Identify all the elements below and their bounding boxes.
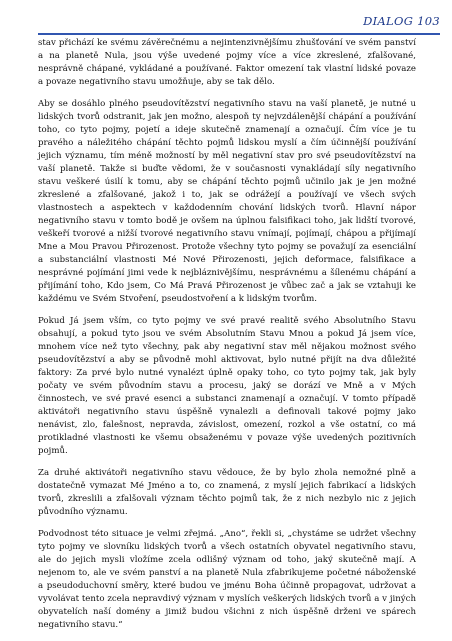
body-text (38, 37, 416, 641)
paragraph: Aby se dosáhlo plného pseudovítězství negativního stavu na vaší planetě, je nutné u lidských tvorů odstranit, jak jen možno, alespoň ty nejvzdálenější chápání a používání toho, co tyto pojmy, pojetí a ideje skutečně znamenají a označují. Čím více je tu pravého a náležitého chápání těchto pojmů lidskou myslí a čím účinnější používání jejich významu, tím méně možností by měl negativní stav pro své pseudovítězství na vaší planetě. Takže si buďte vědomi, že v současnosti vynakládají síly negativního stavu veškeré úsilí k tomu, aby se chápání těchto pojmů učinilo jak je jen možné zkreslené a zfalšované, jakož i to, jak se odrážejí a používají ve všech svých vlastnostech a aspektech v každodenním chování lidských tvorů. Hlavní nápor negativního stavu v tomto bodě je ovšem na úplnou falsifikaci toho, jak lidští tvorové, veškeří tvorové a nižší tvorové negativního stavu vnímají, pojímají, chápou a přijímají Mne a Mou Pravou Přirozenost. Protože všechny tyto pojmy se považují za esenciální a substanciální vlastnosti Mé Nové Přirozenosti, jejich deformace, falsifikace a nesprávné pojímání jimi vede k nejbláznivějšímu, nesprávnému a šílenému chápání a přijímání toho, Kdo jsem, Co Má Pravá Přirozenost je vůbec zač a jak se vztahuji ke každému ve Svém Stvoření, pseudostvoření a k lidským tvorům. (38, 99, 416, 304)
paragraph: Podvodnost této situace je velmi zřejmá. „Ano“, řekli si, „chystáme se udržet všechny tyto pojmy ve slovníku lidských tvorů a všech ostatních obyvatel negativního stavu, ale do jejich mysli vložíme zcela odlišný význam od toho, jaký skutečně mají. A nejenom to, ale ve svém panství a na planetě Nula zfabrikujeme početné náboženské a pseudoduchovní směry, které budou ve jménu Boha účinně propagovat, udržovat a vyvolávat tento zcela nepravdivý význam v myslích veškerých lidských tvorů a v jiných obyvatelích naší domény a jimiž budou všichni z nich úspěšně drženi ve spárech negativního stavu.“ (38, 529, 416, 630)
paragraph: Za druhé aktivátoři negativního stavu vědouce, že by bylo zhola nemožné plně a dostatečně vymazat Mé Jméno a to, co znamená, z myslí jejich fabrikací a lidských tvorů, zkreslili a zfalšovali význam těchto pojmů tak, že z nich nezbylo nic z jejich původního významu. (38, 468, 416, 517)
paragraph: stav přichází ke svému závěrečnému a nejintenzivnějšímu zhušťování ve svém panství a na planetě Nula, jsou výše uvedené pojmy více a více zkreslené, zfalšované, nesprávně chápané, vykládané a používané. Faktor omezení tak vlastní lidské povaze a povaze negativního stavu umožňuje, aby se tak dělo. (38, 38, 416, 87)
running-header: DIALOG 103 (363, 14, 440, 28)
paragraph: Pokud Já jsem vším, co tyto pojmy ve své pravé realitě svého Absolutního Stavu obsahují, a pokud tyto jsou ve svém Absolutním Stavu Mnou a pokud Já jsem více, mnohem více než tyto všechny, pak aby negativní stav měl nějakou možnost svého pseudovítězství a aby se původně mohl aktivovat, bylo nutné přijít na dva důležité faktory: Za prvé bylo nutné vynalézt úplně opaky toho, co tyto pojmy tak, jak byly počaty ve svém původním stavu a procesu, jaký se dorází ve Mně a v Mých činnostech, ve své pravé esenci a substanci znamenají a označují. V tomto případě aktivátoři negativního stavu úspěšně vynalezli a definovali takové pojmy jako nenávist, zlo, falešnost, nepravda, závislost, omezení, rozkol a vše ostatní, co má protikladné vlastnosti ke všemu obsaženému v povaze výše uvedených pozitivních pojmů. (38, 316, 416, 456)
header-rule (38, 33, 440, 35)
